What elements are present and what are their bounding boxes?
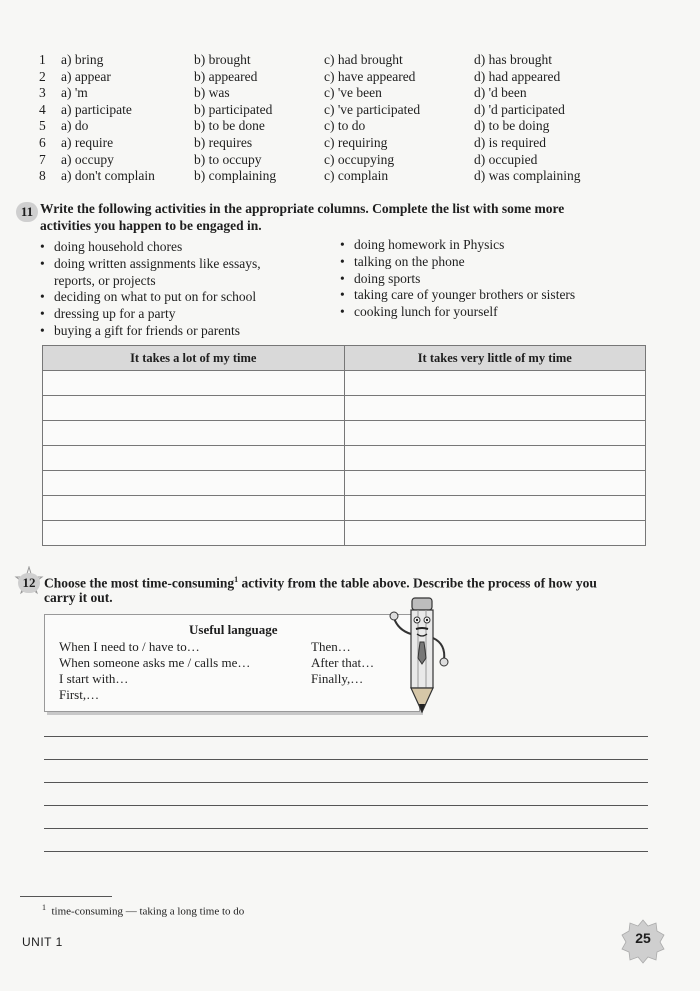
activity-continuation: reports, or projects <box>54 272 156 288</box>
footnote-divider <box>20 896 112 897</box>
activity-item: • doing sports <box>340 271 660 288</box>
page-number: 25 <box>635 930 651 946</box>
activity-item: • taking care of younger brothers or sisters <box>340 287 660 304</box>
table-cell[interactable] <box>43 396 345 421</box>
useful-language-box <box>44 614 420 712</box>
option-c[interactable]: c) requiring <box>324 135 388 150</box>
item-number: 8 <box>39 168 46 184</box>
table-cell[interactable] <box>43 446 345 471</box>
writing-line[interactable] <box>44 759 648 760</box>
option-b[interactable]: b) was <box>194 85 230 101</box>
table-cell[interactable] <box>344 421 646 446</box>
writing-line[interactable] <box>44 782 648 783</box>
table-cell[interactable] <box>344 371 646 396</box>
option-d[interactable]: d) is required <box>474 135 546 150</box>
item-number: 3 <box>39 85 46 101</box>
table-cell[interactable] <box>344 496 646 521</box>
table-cell[interactable] <box>43 471 345 496</box>
table-cell[interactable] <box>344 396 646 421</box>
option-b[interactable]: b) participated <box>194 101 273 117</box>
item-number: 1 <box>39 52 46 67</box>
phrase: First,… <box>59 687 100 702</box>
phrase: When I need to / have to… <box>59 639 200 654</box>
option-d[interactable]: d) 'd participated <box>474 101 565 117</box>
item-number: 2 <box>39 68 46 84</box>
writing-line[interactable] <box>44 851 648 852</box>
option-c[interactable]: c) had brought <box>324 52 403 67</box>
useful-language-title: Useful language <box>189 622 278 637</box>
activity-item: • buying a gift for friends or parents <box>40 323 330 340</box>
activity-item: • doing household chores <box>40 239 330 256</box>
item-number: 4 <box>39 101 46 117</box>
phrase: Finally,… <box>311 671 364 686</box>
option-a[interactable]: a) do <box>61 118 89 134</box>
option-c[interactable]: c) 've participated <box>324 101 421 117</box>
phrase: After that… <box>311 655 375 670</box>
table-row <box>43 496 646 521</box>
option-a[interactable]: a) don't complain <box>61 168 155 184</box>
option-d[interactable]: d) to be doing <box>474 118 550 134</box>
unit-label: UNIT 1 <box>22 935 63 949</box>
option-d[interactable]: d) 'd been <box>474 85 527 101</box>
table-cell[interactable] <box>344 521 646 546</box>
option-d[interactable]: d) has brought <box>474 52 552 67</box>
pencil-mascot-icon <box>386 594 452 718</box>
exercise-11-instruction-line-2: activities you happen to be engaged in. <box>40 218 262 233</box>
exercise-12-instruction-line-2: carry it out. <box>44 590 113 605</box>
table-row <box>43 446 646 471</box>
writing-line[interactable] <box>44 736 648 737</box>
option-a[interactable]: a) occupy <box>61 151 114 167</box>
item-number: 5 <box>39 118 46 134</box>
option-b[interactable]: b) to occupy <box>194 151 262 167</box>
option-c[interactable]: c) 've been <box>324 85 382 101</box>
writing-line[interactable] <box>44 805 648 806</box>
exercise-12-number: 12 <box>18 573 40 593</box>
option-a[interactable]: a) bring <box>61 52 104 67</box>
option-b[interactable]: b) appeared <box>194 68 258 84</box>
left-activity-list <box>40 239 330 340</box>
writing-line[interactable] <box>44 828 648 829</box>
table-cell[interactable] <box>43 421 345 446</box>
right-activity-list <box>340 237 660 321</box>
column-header-little-time: It takes very little of my time <box>344 346 646 371</box>
exercise-12-instruction-line-1: Choose the most time-consuming$^1$ activity from the table above. Describe the process of how you <box>44 575 597 591</box>
activity-item: • cooking lunch for yourself <box>340 304 660 321</box>
option-b[interactable]: b) requires <box>194 135 253 150</box>
option-a[interactable]: a) 'm <box>61 85 88 101</box>
table-cell[interactable] <box>344 471 646 496</box>
table-cell[interactable] <box>43 521 345 546</box>
footnote: $^1$ time-consuming — taking a long time to do <box>42 903 245 918</box>
item-number: 7 <box>39 151 46 167</box>
activity-item: • dressing up for a party <box>40 306 330 323</box>
column-header-lot-of-time: It takes a lot of my time <box>43 346 345 371</box>
option-b[interactable]: b) complaining <box>194 168 277 184</box>
activity-item: • doing written assignments like essays, reports, or projects <box>40 256 330 290</box>
table-cell[interactable] <box>43 371 345 396</box>
item-number: 6 <box>39 135 46 150</box>
activity-item: • deciding on what to put on for school <box>40 289 330 306</box>
option-b[interactable]: b) to be done <box>194 118 265 134</box>
table-row <box>43 371 646 396</box>
table-row <box>43 421 646 446</box>
table-row <box>43 521 646 546</box>
phrase: I start with… <box>59 671 129 686</box>
activity-table <box>42 345 646 546</box>
option-a[interactable]: a) appear <box>61 68 111 84</box>
exercise-11-instruction-line-1: Write the following activities in the appropriate columns. Complete the list with some more <box>40 201 565 216</box>
option-c[interactable]: c) to do <box>324 118 366 134</box>
exercise-11-number: 11 <box>16 202 38 222</box>
phrase: When someone asks me / calls me… <box>59 655 251 670</box>
option-a[interactable]: a) participate <box>61 101 132 117</box>
table-row <box>43 396 646 421</box>
option-c[interactable]: c) complain <box>324 168 389 184</box>
option-c[interactable]: c) have appeared <box>324 68 416 84</box>
activity-item: • doing homework in Physics <box>340 237 660 254</box>
option-b[interactable]: b) brought <box>194 52 251 67</box>
option-a[interactable]: a) require <box>61 135 114 150</box>
phrase: Then… <box>311 639 351 654</box>
option-d[interactable]: d) had appeared <box>474 68 561 84</box>
activity-item: • talking on the phone <box>340 254 660 271</box>
footnote-reference: 1 <box>234 575 239 584</box>
table-cell[interactable] <box>43 496 345 521</box>
table-row <box>43 471 646 496</box>
table-cell[interactable] <box>344 446 646 471</box>
option-d[interactable]: d) occupied <box>474 151 538 167</box>
option-d[interactable]: d) was complaining <box>474 168 581 184</box>
option-c[interactable]: c) occupying <box>324 151 395 167</box>
